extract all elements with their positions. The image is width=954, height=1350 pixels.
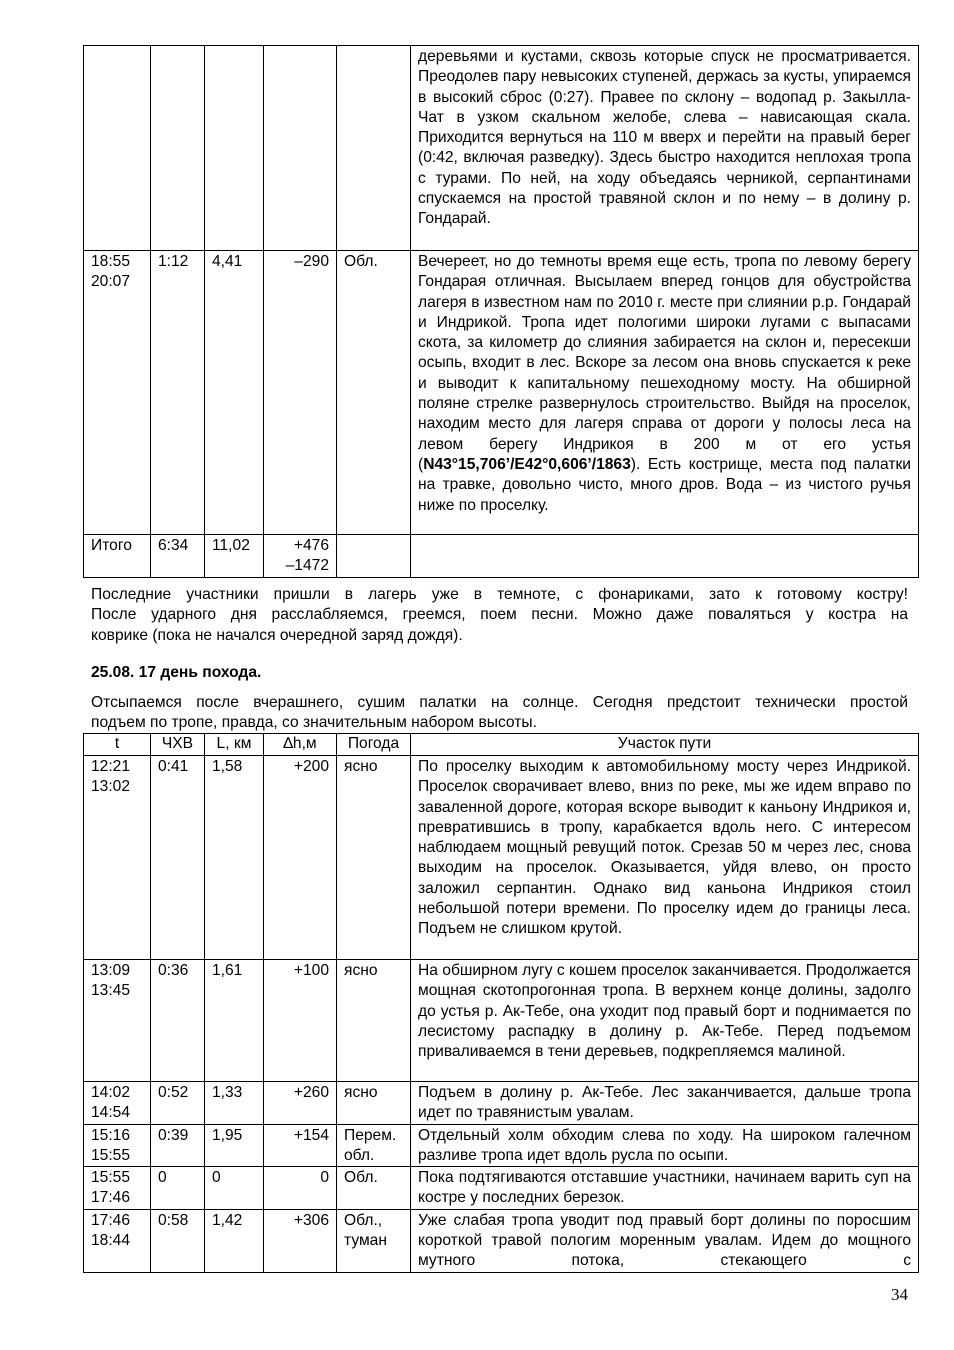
table-row bbox=[84, 1209, 919, 1272]
table-row bbox=[84, 960, 919, 1082]
time-cell: 15:55 17:46 bbox=[84, 1167, 151, 1210]
elevation-cell: +100 bbox=[264, 960, 337, 1082]
distance-cell: 1,33 bbox=[205, 1082, 264, 1125]
route-table-continued bbox=[83, 45, 919, 578]
elevation-cell: +200 bbox=[264, 756, 337, 960]
elevation-cell: –290 bbox=[264, 251, 337, 535]
elevation-cell: +260 bbox=[264, 1082, 337, 1125]
chv-cell: 0:36 bbox=[151, 960, 205, 1082]
weather-cell: ясно bbox=[337, 1082, 411, 1125]
table-header-row bbox=[84, 734, 919, 756]
elevation-cell bbox=[264, 46, 337, 251]
day-heading: 25.08. 17 день похода. bbox=[91, 664, 262, 681]
table-row bbox=[84, 756, 919, 960]
total-label: Итого bbox=[84, 535, 151, 578]
paragraph-morning: Отсыпаемся после вчерашнего, сушим палатки на солнце. Сегодня предстоит технически простой подъем по тропе, правда, со значительным набором высоты. bbox=[91, 694, 908, 732]
chv-cell: 0:58 bbox=[151, 1209, 205, 1272]
table-row bbox=[84, 1082, 919, 1125]
chv-cell: 1:12 bbox=[151, 251, 205, 535]
header-route: Участок пути bbox=[411, 734, 919, 756]
weather-cell: Перем. обл. bbox=[337, 1124, 411, 1167]
table-row bbox=[84, 251, 919, 535]
route-description: Вечереет, но до темноты время еще есть, тропа по левому берегу Гондарая отличная. Высылаем вперед гонцов для обустройства лагеря в известном нам по 2010 г. месте при слиянии р.р. Гондарай и Индрикой. Тропа идет пологими широки лугами с выпасами скота, за километр до слияния забирается на склон и, пересекши осыпь, входит в лес. Вскоре за лесом она вновь спускается к реке и выводит к капитальному пешеходному мосту. На обширной поляне стрелке развернулось строительство. Выйдя на проселок, находим место для лагеря справа от дороги у полосы леса на левом берегу Индрикоя в 200 м от его устья (N43°15,706’/E42°0,606’/1863). Есть кострище, места под палатки на травке, довольно чисто, много дров. Вода – из чистого ручья ниже по проселку. bbox=[411, 251, 919, 535]
time-cell: 14:02 14:54 bbox=[84, 1082, 151, 1125]
route-description: Отдельный холм обходим слева по ходу. На широком галечном разливе тропа идет вдоль русла по осыпи. bbox=[411, 1124, 919, 1167]
route-description: По проселку выходим к автомобильному мосту через Индрикой. Проселок сворачивает влево, вниз по реке, мы же идем вправо по заваленной дороге, которая вскоре выводит к каньону Индрикоя и, превратившись в тропу, карабкается вдоль него. С интересом наблюдаем мощный ревущий поток. Срезав 50 м через лес, снова выходим на проселок. Оказывается, уйдя влево, он просто заложил серпантин. Однако вид каньона Индрикоя стоил небольшой потери времени. По проселку идем до границы леса. Подъем не слишком крутой. bbox=[411, 756, 919, 960]
table-row bbox=[84, 1167, 919, 1210]
time-cell: 15:16 15:55 bbox=[84, 1124, 151, 1167]
paragraph-evening: Последние участники пришли в лагерь уже в темноте, с фонариками, зато к готовому костру! После ударного дня расслабляемся, греемся, поем песни. Можно даже поваляться у костра на коврике (пока не начался очередной заряд дождя). bbox=[91, 586, 908, 644]
chv-cell: 0 bbox=[151, 1167, 205, 1210]
total-row bbox=[84, 535, 919, 578]
chv-cell: 0:41 bbox=[151, 756, 205, 960]
time-cell: 18:55 20:07 bbox=[84, 251, 151, 535]
header-chv: ЧХВ bbox=[151, 734, 205, 756]
distance-cell: 1,42 bbox=[205, 1209, 264, 1272]
distance-cell bbox=[205, 46, 264, 251]
time-cell bbox=[84, 46, 151, 251]
route-description: Пока подтягиваются отставшие участники, начинаем варить суп на костре у последних березок. bbox=[411, 1167, 919, 1210]
weather-cell bbox=[337, 46, 411, 251]
route-description: Уже слабая тропа уводит под правый борт долины по поросшим короткой травой пологим моренным увалам. Идем до мощного мутного потока, стекающего с bbox=[411, 1209, 919, 1272]
total-elevation: +476 –1472 bbox=[264, 535, 337, 578]
weather-cell: ясно bbox=[337, 756, 411, 960]
weather-cell bbox=[337, 535, 411, 578]
distance-cell: 0 bbox=[205, 1167, 264, 1210]
total-chv: 6:34 bbox=[151, 535, 205, 578]
distance-cell: 4,41 bbox=[205, 251, 264, 535]
elevation-cell: 0 bbox=[264, 1167, 337, 1210]
distance-cell: 1,61 bbox=[205, 960, 264, 1082]
weather-cell: ясно bbox=[337, 960, 411, 1082]
time-cell: 17:46 18:44 bbox=[84, 1209, 151, 1272]
weather-cell: Обл. bbox=[337, 1167, 411, 1210]
gps-coordinates: N43°15,706’/E42°0,606’/1863 bbox=[423, 455, 631, 473]
distance-cell: 1,95 bbox=[205, 1124, 264, 1167]
route-description: На обширном лугу с кошем проселок заканчивается. Продолжается мощная скотопрогонная тропа. В верхнем конце долины, задолго до устья р. Ак-Тебе, она уходит под правый борт и поднимается по лесистому распадку в долину р. Ак-Тебе. Перед подъемом приваливаемся в тени деревьев, подкрепляемся малиной. bbox=[411, 960, 919, 1082]
route-description bbox=[411, 535, 919, 578]
chv-cell: 0:52 bbox=[151, 1082, 205, 1125]
table-row bbox=[84, 46, 919, 251]
time-cell: 12:21 13:02 bbox=[84, 756, 151, 960]
header-elevation: ∆h,м bbox=[264, 734, 337, 756]
route-description: деревьями и кустами, сквозь которые спуск не просматривается. Преодолев пару невысоких ступеней, держась за кусты, упираемся в высокий сброс (0:27). Правее по склону – водопад р. Закылла-Чат в узком скальном желобе, слева – нависающая скала. Приходится вернуться на 110 м вверх и перейти на правый берег (0:42, включая разведку). Здесь быстро находится неплохая тропа с турами. По ней, на ходу объедаясь черникой, серпантинами спускаемся на простой травяной склон и по нему – в долину р. Гондарай. bbox=[411, 46, 919, 251]
weather-cell: Обл. bbox=[337, 251, 411, 535]
time-cell: 13:09 13:45 bbox=[84, 960, 151, 1082]
header-weather: Погода bbox=[337, 734, 411, 756]
table-row bbox=[84, 1124, 919, 1167]
elevation-cell: +306 bbox=[264, 1209, 337, 1272]
route-table-day17 bbox=[83, 733, 919, 1273]
page-number: 34 bbox=[891, 1285, 908, 1304]
elevation-cell: +154 bbox=[264, 1124, 337, 1167]
total-distance: 11,02 bbox=[205, 535, 264, 578]
chv-cell bbox=[151, 46, 205, 251]
chv-cell: 0:39 bbox=[151, 1124, 205, 1167]
header-distance: L, км bbox=[205, 734, 264, 756]
distance-cell: 1,58 bbox=[205, 756, 264, 960]
route-description: Подъем в долину р. Ак-Тебе. Лес заканчивается, дальше тропа идет по травянистым увалам. bbox=[411, 1082, 919, 1125]
weather-cell: Обл., туман bbox=[337, 1209, 411, 1272]
header-time: t bbox=[84, 734, 151, 756]
